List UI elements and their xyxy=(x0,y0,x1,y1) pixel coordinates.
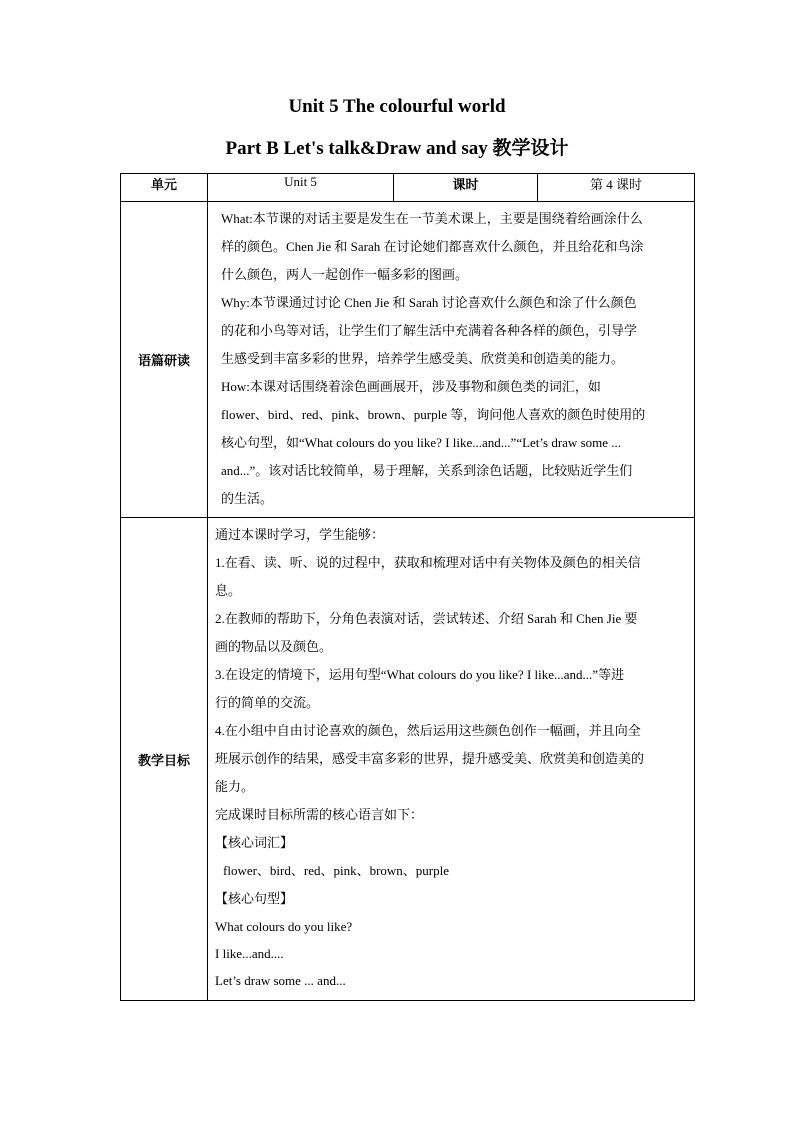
analysis-line: 核心句型，如“What colours do you like? I like...and...”“Let’s draw some ... xyxy=(221,435,622,450)
pattern-line: What colours do you like? xyxy=(215,919,353,934)
analysis-line: 样的颜色。Chen Jie 和 Sarah 在讨论她们都喜欢什么颜色，并且给花和鸟涂 xyxy=(221,239,644,254)
analysis-line: What:本节课的对话主要是发生在一节美术课上，主要是围绕着给画涂什么 xyxy=(221,211,643,226)
objectives-row xyxy=(121,518,695,1001)
analysis-line: 什么颜色，两人一起创作一幅多彩的图画。 xyxy=(221,267,469,282)
vocab-list: flower、bird、red、pink、brown、purple xyxy=(223,863,450,878)
analysis-line: How:本课对话围绕着涂色画画展开，涉及事物和颜色类的词汇，如 xyxy=(221,379,601,394)
vocab-heading: 【核心词汇】 xyxy=(215,835,294,850)
pattern-line: Let’s draw some ... and... xyxy=(215,973,346,988)
analysis-line: Why:本节课通过讨论 Chen Jie 和 Sarah 讨论喜欢什么颜色和涂了什么颜色 xyxy=(221,295,637,310)
objective-line: 息。 xyxy=(215,583,242,598)
analysis-line: and...”。该对话比较简单，易于理解，关系到涂色话题，比较贴近学生们 xyxy=(221,463,633,478)
analysis-content xyxy=(208,202,695,518)
objective-line: 班展示创作的结果，感受丰富多彩的世界，提升感受美、欣赏美和创造美的 xyxy=(215,751,645,766)
objective-line: 3.在设定的情境下，运用句型“What colours do you like? I like...and...”等进 xyxy=(215,667,625,682)
lesson-label: 课时 xyxy=(394,174,538,202)
objective-line: 通过本课时学习，学生能够： xyxy=(215,527,385,542)
document-subtitle: Part B Let's talk&Draw and say 教学设计 xyxy=(225,138,569,159)
analysis-line: 的花和小鸟等对话，让学生们了解生活中充满着各种各样的颜色，引导学 xyxy=(221,323,638,338)
lesson-value: 第 4 课时 xyxy=(538,174,695,202)
analysis-line: flower、bird、red、pink、brown、purple 等，询问他人喜欢的颜色时使用的 xyxy=(221,407,646,422)
objective-line: 完成课时目标所需的核心语言如下： xyxy=(215,807,424,822)
analysis-row xyxy=(121,202,695,518)
unit-label: 单元 xyxy=(121,174,208,202)
objective-line: 画的物品以及颜色。 xyxy=(215,639,333,654)
header-row xyxy=(121,174,695,202)
analysis-label: 语篇研读 xyxy=(121,202,208,518)
objective-line: 1.在看、读、听、说的过程中，获取和梳理对话中有关物体及颜色的相关信 xyxy=(215,555,641,570)
objectives-content xyxy=(208,518,695,1001)
analysis-line: 的生活。 xyxy=(221,491,274,506)
objective-line: 行的简单的交流。 xyxy=(215,695,320,710)
objectives-label: 教学目标 xyxy=(121,518,208,1001)
analysis-line: 生感受到丰富多彩的世界，培养学生感受美、欣赏美和创造美的能力。 xyxy=(221,351,625,366)
objective-line: 能力。 xyxy=(215,779,255,794)
document-title: Unit 5 The colourful world xyxy=(288,96,506,117)
pattern-line: I like...and.... xyxy=(215,946,284,961)
patterns-heading: 【核心句型】 xyxy=(215,891,294,906)
objective-line: 4.在小组中自由讨论喜欢的颜色，然后运用这些颜色创作一幅画，并且向全 xyxy=(215,723,641,738)
lesson-plan-table xyxy=(120,173,695,1001)
unit-value: Unit 5 xyxy=(208,174,394,202)
objective-line: 2.在教师的帮助下，分角色表演对话，尝试转述、介绍 Sarah 和 Chen Jie 要 xyxy=(215,611,638,626)
